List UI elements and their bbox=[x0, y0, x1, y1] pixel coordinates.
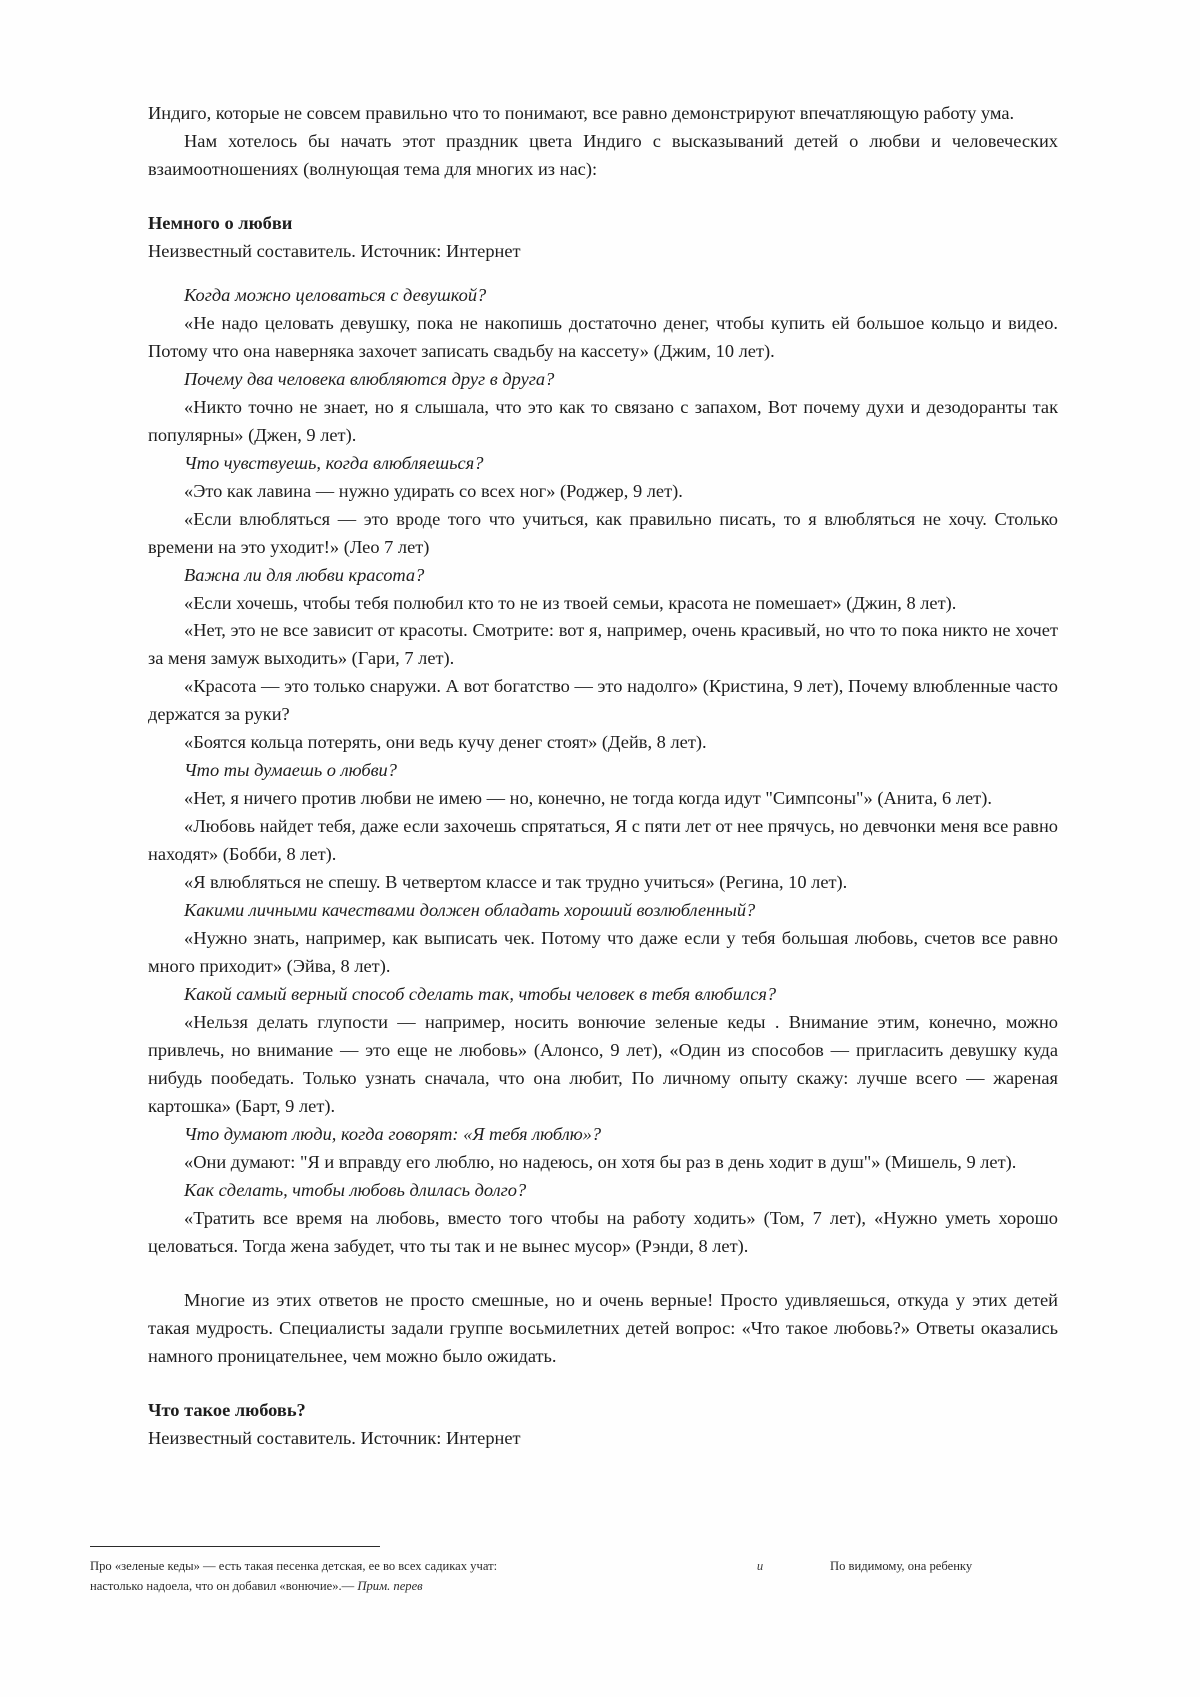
answer-paragraph: «Нет, это не все зависит от красоты. Смотрите: вот я, например, очень красивый, но что то пока никто не хочет за меня замуж выходить» (Гари, 7 лет). bbox=[148, 620, 1058, 669]
section-byline-what-is-love: Неизвестный составитель. Источник: Интернет bbox=[148, 1427, 521, 1448]
answer-paragraph: «Если хочешь, чтобы тебя полюбил кто то не из твоей семьи, красота не помешает» (Джин, 8 лет). bbox=[184, 592, 957, 613]
answer-paragraph: «Любовь найдет тебя, даже если захочешь спрятаться, Я с пяти лет от нее прячусь, но девчонки меня все равно находят» (Бобби, 8 лет). bbox=[148, 816, 1058, 865]
answer-paragraph: «Это как лавина — нужно удирать со всех ног» (Роджер, 9 лет). bbox=[184, 480, 683, 501]
answer-paragraph: «Боятся кольца потерять, они ведь кучу денег стоят» (Дейв, 8 лет). bbox=[184, 732, 707, 753]
answer-paragraph: «Нет, я ничего против любви не имею — но, конечно, не тогда когда идут "Симпсоны"» (Анита, 6 лет). bbox=[184, 788, 992, 809]
footnote-separator-rule bbox=[90, 1546, 380, 1547]
section-byline-love-a-little: Неизвестный составитель. Источник: Интернет bbox=[148, 240, 521, 261]
question-heading: Что думают люди, когда говорят: «Я тебя люблю»? bbox=[184, 1123, 602, 1144]
footnote-text-left: Про «зеленые кеды» — есть такая песенка детская, ее во всех садиках учат: bbox=[90, 1559, 498, 1573]
question-heading: Какой самый верный способ сделать так, чтобы человек в тебя влюбился? bbox=[184, 984, 777, 1005]
page-body bbox=[148, 100, 1058, 1453]
question-heading: Какими личными качествами должен обладать хороший возлюбленный? bbox=[184, 900, 756, 921]
answer-paragraph: «Нужно знать, например, как выписать чек. Потому что даже если у тебя большая любовь, счетов все равно много приходит» (Эйва, 8 лет). bbox=[148, 928, 1058, 977]
footnote-text-middle: и bbox=[756, 1559, 764, 1573]
footnote-line-1 bbox=[90, 1557, 1110, 1575]
answer-paragraph: «Если влюбляться — это вроде того что учиться, как правильно писать, то я влюбляться не хочу. Столько времени на это уходит!» (Лео 7 лет) bbox=[148, 508, 1058, 557]
answer-paragraph: «Красота — это только снаружи. А вот богатство — это надолго» (Кристина, 9 лет), Почему влюбленные часто держатся за руки? bbox=[148, 676, 1058, 725]
footnote-line-2 bbox=[90, 1577, 1110, 1595]
answer-paragraph: «Не надо целовать девушку, пока не накопишь достаточно денег, чтобы купить ей большое кольцо и видео. Потому что она наверняка захочет записать свадьбу на кассету» (Джим, 10 лет). bbox=[148, 312, 1058, 361]
footnote-translator-note: Прим. перев bbox=[357, 1579, 423, 1594]
question-heading: Что ты думаешь о любви? bbox=[184, 760, 397, 781]
question-heading: Что чувствуешь, когда влюбляешься? bbox=[184, 452, 484, 473]
answer-paragraph: «Они думают: "Я и вправду его люблю, но надеюсь, он хотя бы раз в день ходит в душ"» (Мишель, 9 лет). bbox=[184, 1151, 1017, 1172]
paragraph-intro-1: Индиго, которые не совсем правильно что то понимают, все равно демонстрируют впечатляющую работу ума. bbox=[148, 103, 1015, 123]
closing-paragraph: Многие из этих ответов не просто смешные, но и очень верные! Просто удивляешься, откуда у этих детей такая мудрость. Специалисты задали группе восьмилетних детей вопрос: «Что такое любовь?» Ответы оказались намного проницательнее, чем можно было ожидать. bbox=[148, 1289, 1058, 1366]
question-heading: Когда можно целоваться с девушкой? bbox=[184, 284, 487, 305]
answer-paragraph: «Нельзя делать глупости — например, носить вонючие зеленые кеды . Внимание этим, конечно, можно привлечь, но внимание — это еще не любовь» (Алонсо, 9 лет), «Один из способов — пригласить девушку куда нибудь пообедать. Только узнать сначала, что она любит, По личному опыту скажу: лучше всего — жареная картошка» (Барт, 9 лет). bbox=[148, 1012, 1058, 1116]
answer-paragraph: «Я влюбляться не спешу. В четвертом классе и так трудно учиться» (Регина, 10 лет). bbox=[184, 872, 848, 893]
footnote-block bbox=[90, 1546, 1110, 1596]
footnote-text-continuation: настолько надоела, что он добавил «вонючие».— bbox=[90, 1579, 355, 1594]
answer-paragraph: «Тратить все время на любовь, вместо того чтобы на работу ходить» (Том, 7 лет), «Нужно уметь хорошо целоваться. Тогда жена забудет, что ты так и не вынес мусор» (Рэнди, 8 лет). bbox=[148, 1207, 1058, 1256]
footnote-text-right: По видимому, она ребенку bbox=[830, 1559, 973, 1573]
paragraph-intro-2: Нам хотелось бы начать этот праздник цвета Индиго с высказываний детей о любви и человеческих взаимоотношениях (волнующая тема для многих из нас): bbox=[148, 130, 1058, 179]
question-heading: Важна ли для любви красота? bbox=[184, 564, 425, 585]
answer-paragraph: «Никто точно не знает, но я слышала, что это как то связано с запахом, Вот почему духи и дезодоранты так популярны» (Джен, 9 лет). bbox=[148, 396, 1058, 445]
question-heading: Как сделать, чтобы любовь длилась долго? bbox=[184, 1179, 527, 1200]
section-title-love-a-little: Немного о любви bbox=[148, 212, 293, 233]
question-heading: Почему два человека влюбляются друг в друга? bbox=[184, 368, 555, 389]
section-title-what-is-love: Что такое любовь? bbox=[148, 1399, 306, 1420]
